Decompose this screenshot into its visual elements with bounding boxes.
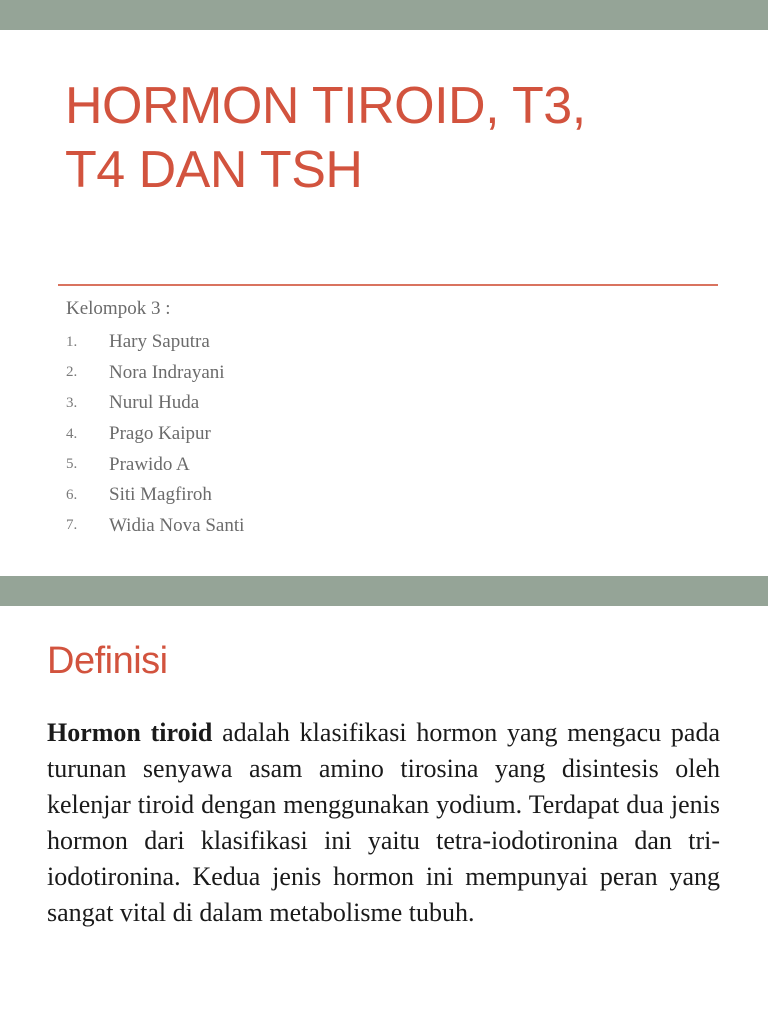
slide-title-line-2: T4 DAN TSH (65, 141, 363, 199)
member-number: 7. (66, 517, 78, 534)
slide-title (65, 74, 745, 202)
member-number: 3. (66, 394, 78, 411)
member-item (66, 449, 244, 480)
slide-top-bar (0, 0, 768, 30)
member-name: Prago Kaipur (109, 423, 211, 445)
definition-paragraph (47, 715, 720, 931)
section-title: Definisi (47, 640, 168, 682)
member-item (66, 358, 244, 389)
slide-title-line-1: HORMON TIROID, T3, (65, 77, 586, 135)
member-name: Nora Indrayani (109, 361, 225, 383)
member-name: Widia Nova Santi (109, 514, 245, 536)
title-divider (58, 284, 718, 286)
member-number: 1. (66, 333, 78, 350)
definition-term: Hormon tiroid (47, 718, 213, 747)
member-number: 4. (66, 425, 78, 442)
slide-separator-bar (0, 576, 768, 606)
definition-body: adalah klasifikasi hormon yang mengacu pada turunan senyawa asam amino tirosina yang disintesis oleh kelenjar tiroid dengan menggunakan yodium. Terdapat dua jenis hormon dari klasifikasi ini yaitu tetra-iodotironina dan tri-iodotironina. Kedua jenis hormon ini mempunyai peran yang sangat vital di dalam metabolisme tubuh. (47, 718, 720, 927)
member-number: 5. (66, 456, 78, 473)
member-name: Nurul Huda (109, 392, 200, 414)
member-number: 6. (66, 486, 78, 503)
member-item (66, 419, 244, 450)
member-item (66, 388, 244, 419)
member-name: Siti Magfiroh (109, 484, 212, 506)
member-item (66, 327, 244, 358)
member-list (66, 327, 244, 541)
member-item (66, 511, 244, 542)
group-label: Kelompok 3 : (66, 298, 171, 319)
member-name: Hary Saputra (109, 331, 210, 353)
member-item (66, 480, 244, 511)
member-name: Prawido A (109, 453, 190, 475)
member-number: 2. (66, 364, 78, 381)
